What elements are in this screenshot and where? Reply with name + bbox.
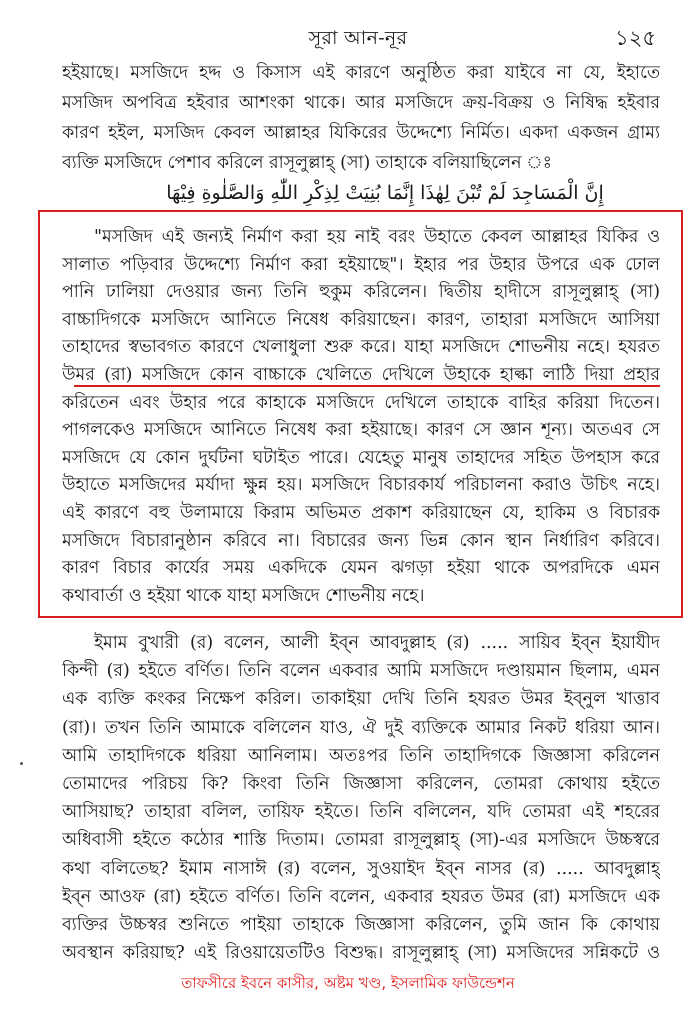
text-line: অধিবাসী হইতে কঠোর শাস্তি দিতাম। তোমরা রাসূলুল্লাহ্ (সা)-এর মসজিদে উচ্চস্বরে bbox=[62, 830, 660, 851]
text-line: ব্যক্তির উচ্চস্বর শুনিতে পাইয়া তাহাকে জিজ্ঞাসা করিলেন, তুমি জান কি কোথায় bbox=[62, 915, 660, 935]
text-line: হইয়াছে। মসজিদে হদ্দ ও কিসাস এই কারণে অনুষ্ঠিত করা যাইবে না যে, ইহাতে bbox=[62, 63, 660, 83]
text-line: মসজিদ অপবিত্র হইবার আশংকা থাকে। আর মসজিদে ক্রয়-বিক্রয় ও নিষিদ্ধ হইবার bbox=[62, 93, 660, 113]
surah-title: সূরা আন-নূর bbox=[308, 27, 408, 49]
arabic-hadith-quote: إِنَّ الْمَسَاجِدَ لَمْ تُبْنَ لِهٰذَا إِنَّمَا بُنِيَتْ لِذِكْرِ اللّٰهِ وَالصَّلٰوةِ فِيْهَا bbox=[166, 182, 604, 204]
text-line: কিন্দী (র) হইতে বর্ণিত। তিনি বলেন একবার আমি মসজিদে দণ্ডায়মান ছিলাম, এমন bbox=[62, 661, 660, 682]
text-line: ইব্ন আওফ (রা) হইতে বর্ণিত। তিনি বলেন, একবার হযরত উমর (রা) মসজিদে এক bbox=[62, 886, 660, 907]
text-line: ইমাম বুখারী (র) বলেন, আলী ইব্ন আবদুল্লাহ (র) ..... সায়িব ইব্ন ইয়াযীদ bbox=[94, 633, 660, 653]
boxed-text-line: করিতেন এবং উহার পরে কাহাকে মসজিদে দেখিলে তাহাকে বাহির করিয়া দিতেন। bbox=[62, 392, 660, 413]
text-line: ব্যক্তি মসজিদে পেশাব করিলে রাসূলুল্লাহ্ (সা) তাহাকে বলিয়াছিলেন ঃ bbox=[62, 153, 552, 173]
boxed-text-line: কথাবার্তা ও হইয়া থাকে যাহা মসজিদে শোভনীয় নহে। bbox=[62, 585, 425, 606]
text-line: তোমাদের পরিচয় কি? কিংবা তিনি জিজ্ঞাসা করিলেন, তোমরা কোথায় হইতে bbox=[62, 774, 660, 794]
boxed-text-line: এই কারণে বহু উলামায়ে কিরাম অভিমত প্রকাশ করিয়াছেন যে, হাকিম ও বিচারক bbox=[62, 503, 660, 523]
page-header bbox=[60, 20, 656, 52]
boxed-text-line: উমর (রা) মসজিদে কোন বাচ্চাকে খেলিতে দেখিলে উহাকে হাল্কা লাঠি দিয়া প্রহার bbox=[62, 365, 660, 385]
boxed-text-line: উহাতে মসজিদের মর্যাদা ক্ষুন্ন হয়। মসজিদে বিচারকার্য পরিচালনা করাও উচিৎ নহে। bbox=[62, 475, 660, 496]
boxed-text-line: সালাত পড়িবার উদ্দেশ্যে নির্মাণ করা হইয়াছে"। ইহার পর উহার উপরে এক ঢোল bbox=[62, 254, 660, 275]
text-line: এক ব্যক্তি কংকর নিক্ষেপ করিল। তাকাইয়া দেখি তিনি হযরত উমর ইব্নুল খাত্তাব bbox=[62, 689, 660, 710]
boxed-text-line: বাচ্চাদিগকে মসজিদে আনিতে নিষেধ করিয়াছেন। কারণ, তাহারা মসজিদে আসিয়া bbox=[62, 309, 660, 330]
boxed-text-line: "মসজিদ এই জন্যই নির্মাণ করা হয় নাই বরং উহাতে কেবল আল্লাহর যিকির ও bbox=[94, 227, 660, 247]
boxed-text-line: কারণ বিচার কার্যের সময় একদিকে যেমন ঝগড়া হইয়া থাকে অপরদিকে এমন bbox=[62, 558, 660, 579]
boxed-text-line: পানি ঢালিয়া দেওয়ার জন্য তিনি হুকুম করিলেন। দ্বিতীয় হাদীসে রাসূলুল্লাহ্ (সা) bbox=[62, 282, 660, 303]
text-line: আমি তাহাদিগকে ধরিয়া আনিলাম। অতঃপর তিনি তাহাদিগকে জিজ্ঞাসা করিলেন bbox=[62, 745, 660, 766]
text-line: (রা)। তখন তিনি আমাকে বলিলেন যাও, ঐ দুই ব্যক্তিকে আমার নিকট ধরিয়া আন। bbox=[62, 717, 660, 738]
text-line: অবস্থান করিয়াছ? এই রিওয়ায়েতটিও বিশুদ্ধ। রাসূলুল্লাহ্ (সা) মসজিদের সন্নিকটে ও bbox=[62, 943, 660, 964]
text-line: কারণ হইল, মসজিদ কেবল আল্লাহর যিকিরের উদ্দেশ্যে নির্মিত। একদা একজন গ্রাম্য bbox=[62, 123, 660, 143]
boxed-text-line: তাহাদের স্বভাবগত কারণে খেলাধুলা শুরু করে। যাহা মসজিদে শোভনীয় নহে। হযরত bbox=[62, 337, 660, 358]
text-line: আসিয়াছ? তাহারা বলিল, তায়িফ হইতে। তিনি বলিলেন, যদি তোমরা এই শহরের bbox=[62, 802, 660, 823]
margin-mark bbox=[20, 762, 23, 765]
boxed-text-line: পাগলকেও মসজিদে আনিতে নিষেধ করা হইয়াছে। কারণ সে জ্ঞান শূন্য। অতএব সে bbox=[62, 420, 660, 441]
source-caption: তাফসীরে ইবনে কাসীর, অষ্টম খণ্ড, ইসলামিক ফাউন্ডেশন bbox=[181, 974, 515, 992]
page-number: ১২৫ bbox=[615, 26, 656, 50]
text-line: কথা বলিতেছ? ইমাম নাসাঈ (র) বলেন, সুওয়াইদ ইব্ন নাসর (র) ..... আবদুল্লাহ্ bbox=[62, 858, 660, 879]
boxed-text-line: মসজিদে বিচারানুষ্ঠান করিবে না। বিচারের জন্য ভিন্ন কোন স্থান নির্ধারিণ করিবে। bbox=[62, 530, 660, 551]
boxed-text-line: মসজিদে যে কোন দুর্ঘটনা ঘটাইত পারে। যেহেতু মানুষ তাহাদের সহিত উপহাস করে bbox=[62, 447, 660, 468]
